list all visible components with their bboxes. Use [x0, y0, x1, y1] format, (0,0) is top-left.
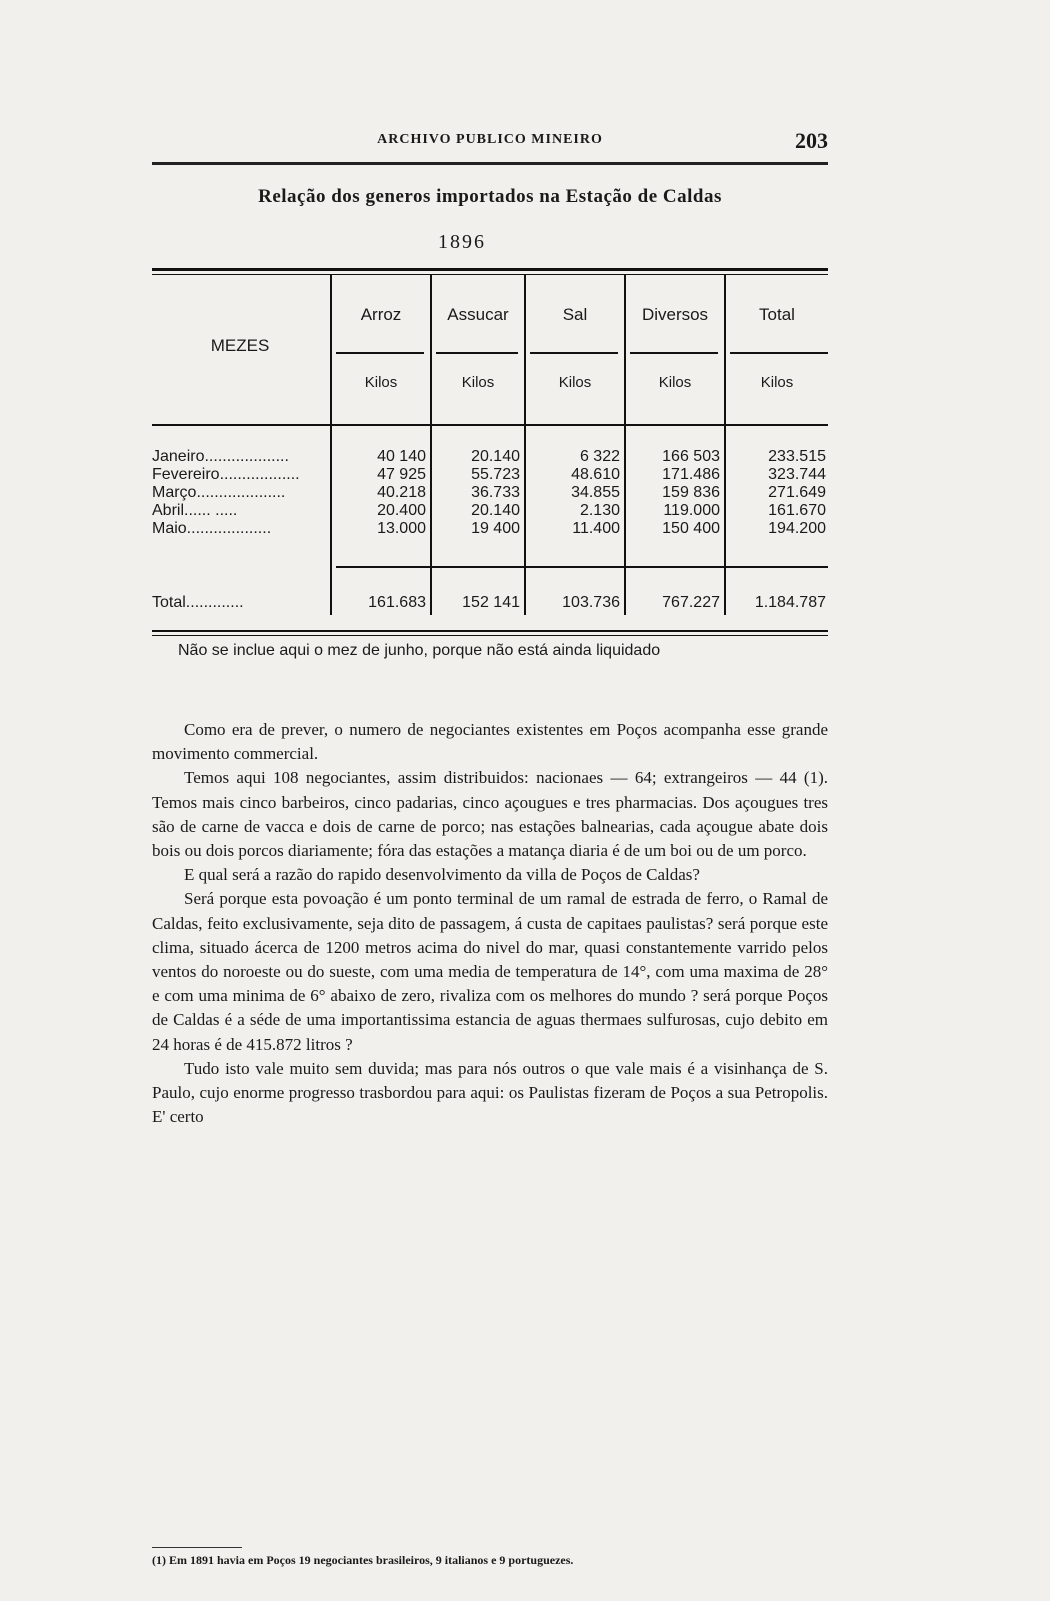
table-top-rule: [152, 268, 828, 271]
value-cell: 233.515: [768, 448, 826, 465]
value-cell: 150 400: [662, 520, 720, 537]
value-cell: 47 925: [377, 466, 426, 483]
value-cell: 2.130: [579, 502, 620, 519]
month-label: Janeiro...................: [152, 448, 289, 465]
month-label: Abril...... .....: [152, 502, 238, 519]
month-label: Fevereiro..................: [152, 466, 300, 483]
table-bottom-rule-thin: [152, 635, 828, 636]
value-cell: 40.218: [377, 484, 426, 501]
col-divider: [624, 275, 626, 615]
col-unit: Kilos: [658, 374, 692, 391]
col-divider: [724, 275, 726, 615]
table-title: Relação dos generos importados na Estação de Caldas: [258, 186, 722, 207]
value-cell: 159 836: [662, 484, 720, 501]
value-cell: 11.400: [572, 520, 620, 537]
page-number: 203: [795, 128, 828, 153]
running-head: [152, 128, 828, 162]
paragraph: Será porque esta povoação é um ponto terminal de um ramal de estrada de ferro, o Ramal de Caldas, feito exclusivamente, seja dito de passagem, á custa de capitaes paulistas? será porque este clima, situado ácerca de 1200 metros acima do nivel do mar, quasi constantemente varrido pelos ventos do noroeste ou do sueste, com uma media de temperatura de 14°, com uma maxima de 28° e com uma minima de 6° abaixo de zero, rivaliza com os melhores do mundo ? será porque Poços de Caldas é a séde de uma importantissima estancia de aguas thermaes sulfurosas, cujo debito em 24 horas é de 415.872 litros ?: [152, 889, 828, 1054]
col-header-assucar: Assucar: [447, 305, 509, 324]
col-header-diversos: Diversos: [641, 305, 709, 324]
running-title: ARCHIVO PUBLICO MINEIRO: [377, 132, 603, 147]
value-cell: 166 503: [662, 448, 720, 465]
value-cell: 20.140: [471, 502, 520, 519]
value-cell: 40 140: [377, 448, 426, 465]
total-cell: 152 141: [462, 594, 520, 611]
col-header-arroz: Arroz: [360, 305, 402, 324]
value-cell: 194.200: [768, 520, 826, 537]
header-inner-rule: [730, 352, 828, 354]
col-unit: Kilos: [558, 374, 592, 391]
value-cell: 323.744: [768, 466, 826, 483]
total-top-rule: [336, 566, 828, 568]
table-year: 1896: [438, 231, 486, 253]
value-cell: 19 400: [471, 520, 520, 537]
footnote: (1) Em 1891 havia em Poços 19 negociantes brasileiros, 9 italianos e 9 portuguezes.: [152, 1553, 574, 1567]
value-cell: 36.733: [471, 484, 520, 501]
row-header-mezes: MEZES: [210, 336, 270, 355]
header-inner-rule: [530, 352, 618, 354]
table-top-rule-thin: [152, 274, 828, 275]
col-header-total: Total: [759, 305, 795, 324]
total-cell: 767.227: [662, 594, 720, 611]
value-cell: 13.000: [377, 520, 426, 537]
header-inner-rule: [336, 352, 424, 354]
value-cell: 55.723: [471, 466, 520, 483]
total-cell: 161.683: [368, 594, 426, 611]
col-divider: [524, 275, 526, 615]
table-bottom-rule: [152, 630, 828, 632]
month-label: Março....................: [152, 484, 286, 501]
paragraph: E qual será a razão do rapido desenvolvimento da villa de Poços de Caldas?: [184, 865, 700, 885]
value-cell: 20.400: [377, 502, 426, 519]
col-unit: Kilos: [760, 374, 794, 391]
header-bottom-rule: [152, 424, 828, 426]
value-cell: 20.140: [471, 448, 520, 465]
value-cell: 34.855: [571, 484, 620, 501]
value-cell: 119.000: [663, 502, 720, 519]
total-label: Total.............: [152, 594, 244, 611]
paragraph: Como era de prever, o numero de negociantes existentes em Poços acompanha esse grande movimento commercial.: [152, 720, 828, 764]
month-label: Maio...................: [152, 520, 272, 537]
footnote-rule: [152, 1547, 242, 1548]
table-note: Não se inclue aqui o mez de junho, porque não está ainda liquidado: [178, 642, 661, 659]
col-divider: [430, 275, 432, 615]
header-inner-rule: [436, 352, 518, 354]
paragraph: Temos aqui 108 negociantes, assim distribuidos: nacionaes — 64; extrangeiros — 44 (1). Temos mais cinco barbeiros, cinco padarias, cinco açougues e tres pharmacias. Dos açougues tres são de carne de vacca e dois de carne de porco; nas estações balnearias, cada açougue abate dois bois ou dois porcos diariamente; fóra das estações a matança diaria é de um boi ou de um porco.: [152, 768, 828, 861]
value-cell: 171.486: [662, 466, 720, 483]
paragraph: Tudo isto vale muito sem duvida; mas para nós outros o que vale mais é a visinhança de S. Paulo, cujo enorme progresso trasbordou para aqui: os Paulistas fizeram de Poços a sua Petropolis. E' certo: [152, 1058, 828, 1127]
total-cell: 103.736: [562, 594, 620, 611]
col-header-sal: Sal: [562, 305, 588, 324]
col-divider: [330, 275, 332, 615]
value-cell: 271.649: [768, 484, 826, 501]
col-unit: Kilos: [364, 374, 398, 391]
value-cell: 6 322: [579, 448, 620, 465]
body-text: [152, 718, 828, 1129]
total-cell: 1.184.787: [754, 594, 826, 611]
col-unit: Kilos: [461, 374, 495, 391]
header-inner-rule: [630, 352, 718, 354]
value-cell: 48.610: [571, 466, 620, 483]
header-rule: [152, 162, 828, 165]
value-cell: 161.670: [768, 502, 826, 519]
